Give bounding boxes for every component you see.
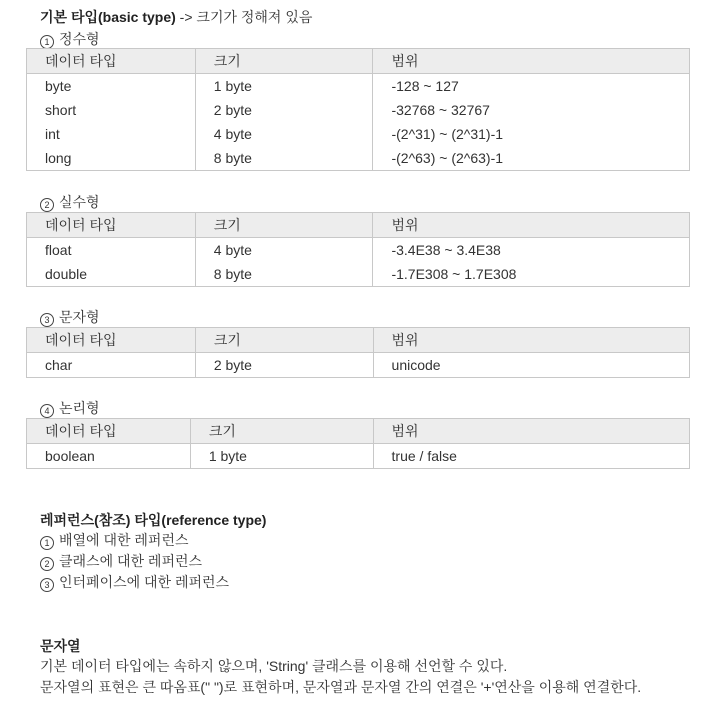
circled-number: 2: [40, 198, 54, 212]
string-description-line-1: 기본 데이터 타입에는 속하지 않으며, 'String' 클래스를 이용해 선언할 수 있다.: [40, 658, 508, 674]
cell-range: -1.7E308 ~ 1.7E308: [373, 262, 690, 287]
cell-range: unicode: [373, 353, 689, 378]
circled-number: 3: [40, 313, 54, 327]
cell-type: byte: [27, 74, 196, 99]
cell-size: 2 byte: [195, 98, 373, 122]
cell-range: -(2^63) ~ (2^63)-1: [373, 146, 690, 171]
section-label: 논리형: [59, 400, 100, 416]
section-real-heading: [40, 192, 100, 212]
cell-size: 2 byte: [195, 353, 373, 378]
header-cell-size: 크기: [195, 49, 373, 74]
circled-number: 3: [40, 578, 54, 592]
table-row: [27, 238, 690, 263]
header-cell-size: 크기: [190, 419, 373, 444]
cell-size: 4 byte: [195, 238, 373, 263]
header-cell-type: 데이터 타입: [27, 49, 196, 74]
cell-range: -3.4E38 ~ 3.4E38: [373, 238, 690, 263]
section-label: 정수형: [59, 31, 100, 47]
cell-type: long: [27, 146, 196, 171]
reference-item: [40, 572, 229, 592]
cell-type: char: [27, 353, 196, 378]
header-cell-type: 데이터 타입: [27, 328, 196, 353]
table-row: [27, 353, 690, 378]
cell-size: 1 byte: [195, 74, 373, 99]
basic-type-title: 기본 타입(basic type): [40, 9, 176, 25]
string-title: 문자열: [40, 638, 81, 654]
cell-type: short: [27, 98, 196, 122]
logic-type-table: [26, 418, 690, 469]
header-cell-type: 데이터 타입: [27, 213, 196, 238]
reference-type-title: 레퍼런스(참조) 타입(reference type): [40, 512, 267, 528]
reference-item: [40, 530, 189, 550]
header-cell-size: 크기: [195, 213, 373, 238]
cell-size: 4 byte: [195, 122, 373, 146]
reference-item-text: 배열에 대한 레퍼런스: [59, 532, 189, 548]
integer-type-table: [26, 48, 690, 171]
circled-number: 1: [40, 35, 54, 49]
header-cell-range: 범위: [373, 49, 690, 74]
circled-number: 4: [40, 404, 54, 418]
cell-size: 8 byte: [195, 262, 373, 287]
header-cell-range: 범위: [373, 419, 689, 444]
cell-size: 1 byte: [190, 444, 373, 469]
table-header-row: [27, 213, 690, 238]
section-label: 실수형: [59, 194, 100, 210]
header-cell-range: 범위: [373, 328, 689, 353]
section-integer-heading: [40, 29, 100, 49]
header-cell-type: 데이터 타입: [27, 419, 191, 444]
cell-type: int: [27, 122, 196, 146]
cell-type: double: [27, 262, 196, 287]
table-row: [27, 74, 690, 99]
section-label: 문자형: [59, 309, 100, 325]
table-row: [27, 98, 690, 122]
cell-range: -128 ~ 127: [373, 74, 690, 99]
table-row: [27, 262, 690, 287]
circled-number: 1: [40, 536, 54, 550]
basic-type-note: -> 크기가 정해져 있음: [175, 9, 313, 25]
string-description-line-2: 문자열의 표현은 큰 따옴표(" ")로 표현하며, 문자열과 문자열 간의 연결은 '+'연산을 이용해 연결한다.: [40, 679, 642, 695]
reference-item-text: 클래스에 대한 레퍼런스: [59, 553, 203, 569]
table-header-row: [27, 49, 690, 74]
char-type-table: [26, 327, 690, 378]
cell-type: float: [27, 238, 196, 263]
real-type-table: [26, 212, 690, 287]
cell-type: boolean: [27, 444, 191, 469]
circled-number: 2: [40, 557, 54, 571]
table-header-row: [27, 328, 690, 353]
table-header-row: [27, 419, 690, 444]
table-row: [27, 444, 690, 469]
header-cell-range: 범위: [373, 213, 690, 238]
cell-range: true / false: [373, 444, 689, 469]
section-char-heading: [40, 307, 100, 327]
cell-size: 8 byte: [195, 146, 373, 171]
cell-range: -32768 ~ 32767: [373, 98, 690, 122]
basic-type-heading: [40, 7, 312, 27]
table-row: [27, 122, 690, 146]
header-cell-size: 크기: [195, 328, 373, 353]
reference-item: [40, 551, 202, 571]
cell-range: -(2^31) ~ (2^31)-1: [373, 122, 690, 146]
reference-item-text: 인터페이스에 대한 레퍼런스: [59, 574, 230, 590]
section-logic-heading: [40, 398, 100, 418]
table-row: [27, 146, 690, 171]
